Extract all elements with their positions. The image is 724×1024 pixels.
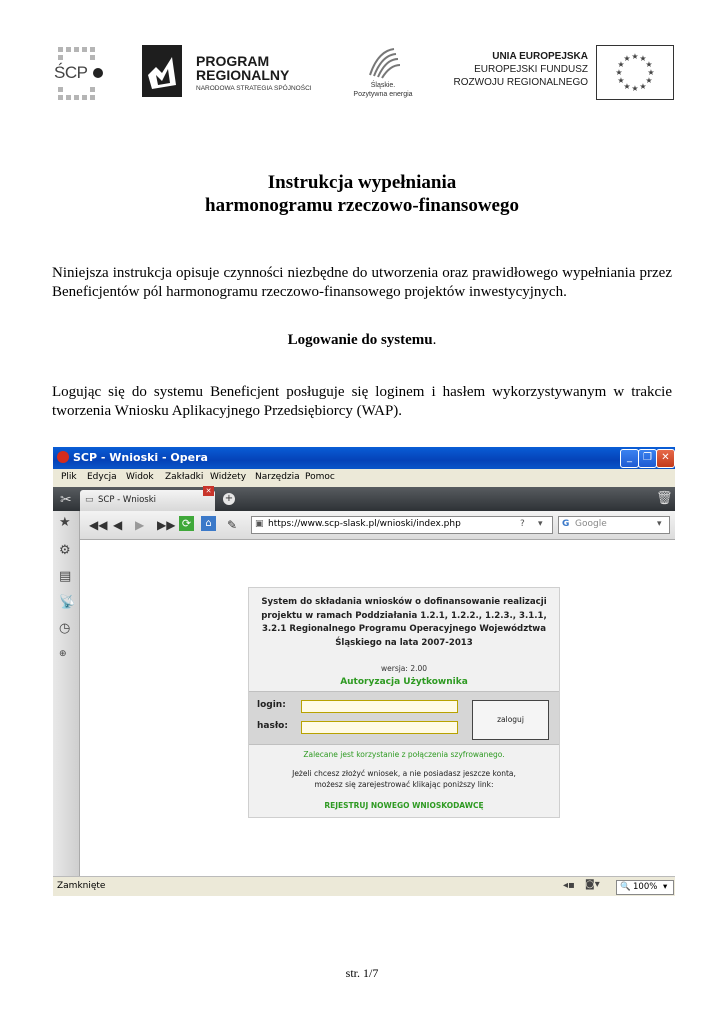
address-url: https://www.scp-slask.pl/wnioski/index.php (268, 519, 461, 529)
status-bar (53, 876, 675, 896)
svg-text:★: ★ (645, 60, 653, 69)
slaskie-line2: Pozytywna energia (353, 91, 413, 98)
info-line1: Jeżeli chcesz złożyć wniosek, a nie posiadasz jeszcze konta, (292, 769, 516, 778)
zoom-dropdown-icon[interactable]: ▾ (663, 882, 668, 892)
maximize-button[interactable]: ❐ (638, 449, 657, 468)
version-text: wersja: 2.00 (380, 664, 428, 673)
program-line2: REGIONALNY (196, 67, 290, 83)
history-clock-icon[interactable]: ◷ (59, 621, 71, 636)
intro-paragraph: Niniejsza instrukcja opisuje czynności niezbędne do utworzenia oraz prawidłowego wypełniania przez Beneficjentów pól harmonogramu rzeczowo-finansowego projektów inwestycyjnych. (52, 265, 672, 300)
menu-pomoc[interactable]: Pomoc (305, 472, 335, 482)
tools-icon[interactable]: ✂ (60, 492, 72, 508)
search-placeholder: Google (575, 519, 607, 529)
camera-icon[interactable]: ◙▾ (585, 879, 600, 890)
tab-label: SCP - Wnioski (98, 495, 156, 505)
svg-text:★: ★ (617, 76, 625, 85)
page-icon: ▭ (85, 495, 94, 505)
login-label: login: (257, 700, 286, 710)
svg-text:★: ★ (631, 52, 639, 61)
help-icon[interactable]: ? (520, 519, 525, 529)
scp-logo-text: ŚCP (54, 63, 88, 82)
menu-widzety[interactable]: Widżety (210, 472, 247, 482)
zoom-control[interactable] (616, 880, 674, 895)
address-toolbar (53, 511, 675, 540)
minimize-button[interactable]: _ (620, 449, 639, 468)
register-link[interactable]: REJESTRUJ NOWEGO WNIOSKODAWCĘ (324, 801, 484, 810)
opera-icon (57, 451, 69, 463)
browser-screenshot (53, 447, 675, 896)
reload-icon[interactable]: ⟳ (179, 516, 194, 531)
new-tab-button[interactable]: + (224, 493, 234, 504)
login-paragraph: Logując się do systemu Beneficjent posługuje się loginem i hasłem wykorzystywanym w trakcie tworzenia Wniosku Aplikacyjnego Przedsiębiorcy (WAP). (52, 384, 672, 419)
search-dropdown-icon[interactable]: ▾ (657, 519, 662, 529)
svg-text:★: ★ (645, 76, 653, 85)
back-icon[interactable]: ◀ (113, 518, 123, 532)
google-icon: G (562, 519, 570, 529)
info-line2: możesz się zarejestrować klikając poniższy link: (314, 780, 494, 789)
trash-icon[interactable]: 🗑 (656, 491, 673, 506)
eu-flag-icon (596, 45, 674, 100)
rewind-icon[interactable]: ◀◀ (89, 518, 108, 532)
menu-zakladki[interactable]: Zakładki (165, 472, 204, 482)
svg-text:★: ★ (639, 54, 647, 63)
login-panel (248, 587, 560, 818)
eu-fund-text (452, 50, 588, 89)
section-title: Logowanie do systemu (287, 332, 433, 348)
close-button[interactable]: ✕ (656, 449, 675, 468)
search-input[interactable] (558, 516, 670, 534)
auth-title: Autoryzacja Użytkownika (340, 677, 468, 687)
program-line3: NARODOWA STRATEGIA SPÓJNOŚCI (196, 85, 312, 92)
doc-title-line1: Instrukcja wypełniania (267, 172, 457, 193)
section-title-dot: . (432, 332, 437, 348)
register-info (249, 768, 559, 790)
svg-text:★: ★ (623, 54, 631, 63)
login-form (249, 691, 559, 745)
address-input[interactable] (251, 516, 553, 534)
password-label: hasło: (257, 721, 288, 731)
settings-gear-icon[interactable]: ⚙ (59, 543, 71, 558)
doc-title-line2: harmonogramu rzeczowo-finansowego (205, 195, 519, 216)
feed-icon[interactable]: 📡 (59, 595, 76, 610)
menubar (53, 469, 675, 488)
speaker-icon[interactable]: ◂▪ (563, 880, 575, 891)
window-title: SCP - Wnioski - Opera (73, 451, 208, 464)
tab-close-icon[interactable]: ✕ (203, 486, 214, 496)
ue-line2: EUROPEJSKI FUNDUSZ (474, 64, 588, 75)
menu-widok[interactable]: Widok (126, 472, 154, 482)
password-input[interactable] (301, 721, 458, 734)
menu-narzedzia[interactable]: Narzędzia (255, 472, 300, 482)
add-panel-icon[interactable]: ⊕ (59, 649, 67, 659)
wand-icon[interactable]: ✎ (227, 518, 238, 532)
bookmarks-star-icon[interactable]: ★ (59, 515, 71, 530)
login-button[interactable]: zaloguj (472, 700, 549, 740)
svg-text:★: ★ (615, 68, 623, 77)
login-input[interactable] (301, 700, 458, 713)
svg-text:★: ★ (639, 82, 647, 91)
home-icon[interactable]: ⌂ (201, 516, 216, 531)
program-line1: PROGRAM (196, 53, 270, 69)
program-regionalny-logo (142, 45, 322, 101)
svg-text:★: ★ (623, 82, 631, 91)
svg-text:★: ★ (617, 60, 625, 69)
window-titlebar (53, 447, 675, 469)
svg-text:★: ★ (647, 68, 655, 77)
page-number: str. 1/7 (345, 966, 379, 980)
status-text: Zamknięte (57, 881, 106, 891)
section-heading (0, 332, 724, 349)
login-panel-header: System do składania wniosków o dofinansowanie realizacji projektu w ramach Poddziałania 1.2.1, 1.2.2., 1.2.3., 3.1.1, 3.2.1 Regionalnego Programu Operacyjnego Województwa Śląskiego na lata 2007-2013 (261, 597, 547, 648)
menu-plik[interactable]: Plik (61, 472, 77, 482)
forward-icon[interactable]: ▶ (135, 518, 145, 532)
ue-line1: UNIA EUROPEJSKA (492, 51, 588, 62)
tab-scp-wnioski[interactable] (80, 487, 215, 511)
zoom-value: 100% (633, 882, 658, 892)
program-regionalny-mark-icon (142, 45, 182, 97)
ue-line3: ROZWOJU REGIONALNEGO (453, 77, 588, 88)
scp-logo (52, 45, 104, 103)
slaskie-line1: Śląskie. (370, 82, 396, 89)
page-content (80, 540, 675, 876)
address-dropdown-icon[interactable]: ▾ (538, 519, 543, 529)
svg-text:★: ★ (631, 84, 639, 93)
tab-bar (53, 487, 675, 511)
secure-page-icon: ▣ (255, 519, 264, 529)
recommendation-text: Zalecane jest korzystanie z połączenia szyfrowanego. (303, 750, 505, 759)
menu-edycja[interactable]: Edycja (87, 472, 117, 482)
slaskie-swirl-icon (348, 45, 418, 81)
slaskie-logo (348, 45, 418, 101)
fast-forward-icon[interactable]: ▶▶ (157, 518, 176, 532)
chat-icon[interactable]: ▤ (59, 569, 72, 584)
side-panel (53, 511, 80, 876)
zoom-icon: 🔍 (620, 882, 631, 892)
